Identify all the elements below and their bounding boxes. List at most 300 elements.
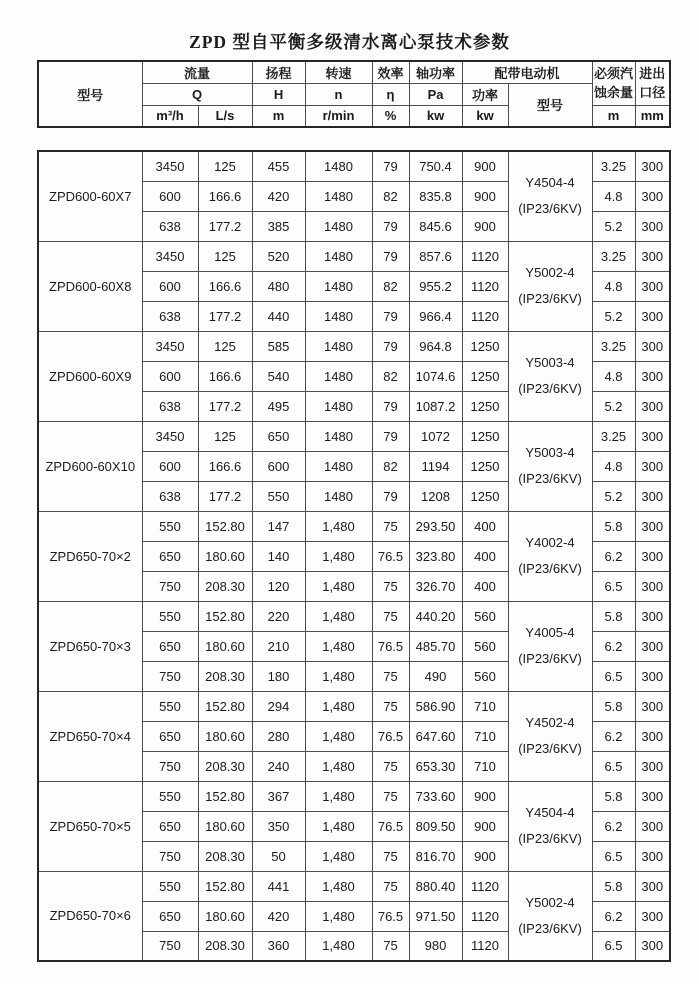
motor-model: Y4005-4 — [525, 625, 575, 640]
cell: 710 — [462, 751, 508, 781]
motor-model: Y4504-4 — [525, 175, 575, 191]
cell: 4.8 — [592, 451, 635, 481]
cell: 1480 — [305, 241, 372, 271]
cell: 180.60 — [198, 721, 252, 751]
cell: 560 — [462, 601, 508, 631]
cell: 400 — [462, 541, 508, 571]
cell: 1480 — [305, 391, 372, 421]
unit-npsh: m — [592, 105, 635, 127]
motor-model: Y5002-4 — [525, 265, 575, 280]
cell: 1120 — [462, 871, 508, 901]
pump-model: ZPD650-70×5 — [38, 781, 142, 871]
cell: 75 — [372, 661, 409, 691]
cell: 900 — [462, 811, 508, 841]
cell: 152.80 — [198, 511, 252, 541]
cell: 809.50 — [409, 811, 462, 841]
pump-model: ZPD600-60X10 — [38, 421, 142, 511]
cell: 835.8 — [409, 181, 462, 211]
cell: 177.2 — [198, 481, 252, 511]
symbol-flow: Q — [142, 83, 252, 105]
cell: 300 — [635, 841, 670, 871]
cell: 367 — [252, 781, 305, 811]
motor-model-cell — [508, 871, 592, 961]
cell: 3450 — [142, 421, 198, 451]
cell: 75 — [372, 691, 409, 721]
cell: 1250 — [462, 481, 508, 511]
cell: 152.80 — [198, 781, 252, 811]
cell: 710 — [462, 691, 508, 721]
cell: 76.5 — [372, 541, 409, 571]
table-row — [38, 421, 670, 451]
cell: 79 — [372, 391, 409, 421]
cell: 750.4 — [409, 151, 462, 181]
motor-protection: (IP23/6KV) — [518, 561, 582, 576]
cell: 971.50 — [409, 901, 462, 931]
cell: 79 — [372, 211, 409, 241]
cell: 638 — [142, 211, 198, 241]
cell: 82 — [372, 361, 409, 391]
cell: 1480 — [305, 331, 372, 361]
cell: 180.60 — [198, 631, 252, 661]
cell: 1480 — [305, 301, 372, 331]
cell: 6.2 — [592, 721, 635, 751]
cell: 4.8 — [592, 271, 635, 301]
symbol-shaft-power: Pa — [409, 83, 462, 105]
cell: 166.6 — [198, 271, 252, 301]
cell: 4.8 — [592, 181, 635, 211]
cell: 3.25 — [592, 331, 635, 361]
cell: 520 — [252, 241, 305, 271]
cell: 208.30 — [198, 931, 252, 961]
cell: 300 — [635, 751, 670, 781]
cell: 5.8 — [592, 511, 635, 541]
cell: 650 — [142, 811, 198, 841]
motor-protection: (IP23/6KV) — [518, 381, 582, 396]
cell: 166.6 — [198, 181, 252, 211]
cell: 1120 — [462, 271, 508, 301]
cell: 600 — [142, 181, 198, 211]
cell: 300 — [635, 301, 670, 331]
cell: 1480 — [305, 361, 372, 391]
cell: 300 — [635, 661, 670, 691]
unit-head: m — [252, 105, 305, 127]
cell: 166.6 — [198, 451, 252, 481]
cell: 420 — [252, 901, 305, 931]
col-header-pump-model: 型号 — [38, 61, 142, 127]
cell: 550 — [142, 781, 198, 811]
cell: 1074.6 — [409, 361, 462, 391]
cell: 650 — [142, 901, 198, 931]
cell: 638 — [142, 301, 198, 331]
cell: 900 — [462, 151, 508, 181]
cell: 180.60 — [198, 901, 252, 931]
cell: 280 — [252, 721, 305, 751]
cell: 1480 — [305, 451, 372, 481]
cell: 3450 — [142, 151, 198, 181]
unit-motor-power: kw — [462, 105, 508, 127]
pump-model: ZPD600-60X9 — [38, 331, 142, 421]
cell: 1120 — [462, 901, 508, 931]
cell: 586.90 — [409, 691, 462, 721]
motor-model-cell — [508, 781, 592, 871]
cell: 300 — [635, 691, 670, 721]
cell: 1,480 — [305, 511, 372, 541]
cell: 300 — [635, 631, 670, 661]
table-row — [38, 691, 670, 721]
cell: 208.30 — [198, 571, 252, 601]
cell: 6.2 — [592, 901, 635, 931]
cell: 120 — [252, 571, 305, 601]
cell: 3.25 — [592, 151, 635, 181]
cell: 208.30 — [198, 661, 252, 691]
cell: 400 — [462, 571, 508, 601]
motor-model-cell — [508, 421, 592, 511]
pump-model: ZPD650-70×2 — [38, 511, 142, 601]
cell: 540 — [252, 361, 305, 391]
cell: 5.8 — [592, 691, 635, 721]
cell: 1,480 — [305, 871, 372, 901]
cell: 980 — [409, 931, 462, 961]
pump-model: ZPD600-60X7 — [38, 151, 142, 241]
cell: 79 — [372, 241, 409, 271]
motor-protection: (IP23/6KV) — [518, 291, 582, 306]
cell: 1480 — [305, 271, 372, 301]
cell: 79 — [372, 151, 409, 181]
cell: 300 — [635, 331, 670, 361]
motor-model: Y5002-4 — [525, 894, 575, 910]
motor-model: Y4002-4 — [525, 535, 575, 550]
cell: 6.2 — [592, 811, 635, 841]
cell: 300 — [635, 721, 670, 751]
cell: 300 — [635, 781, 670, 811]
cell: 750 — [142, 661, 198, 691]
cell: 650 — [142, 721, 198, 751]
cell: 455 — [252, 151, 305, 181]
motor-model-cell — [508, 691, 592, 781]
cell: 76.5 — [372, 631, 409, 661]
cell: 638 — [142, 391, 198, 421]
cell: 180 — [252, 661, 305, 691]
motor-protection: (IP23/6KV) — [518, 201, 582, 217]
cell: 900 — [462, 181, 508, 211]
unit-speed: r/min — [305, 105, 372, 127]
cell: 6.5 — [592, 571, 635, 601]
motor-model-cell — [508, 151, 592, 241]
cell: 300 — [635, 241, 670, 271]
pump-model: ZPD650-70×4 — [38, 691, 142, 781]
cell: 1250 — [462, 421, 508, 451]
cell: 1250 — [462, 331, 508, 361]
unit-shaft-power: kw — [409, 105, 462, 127]
cell: 550 — [142, 691, 198, 721]
cell: 1072 — [409, 421, 462, 451]
cell: 300 — [635, 181, 670, 211]
cell: 385 — [252, 211, 305, 241]
pump-model: ZPD600-60X8 — [38, 241, 142, 331]
motor-protection: (IP23/6KV) — [518, 471, 582, 486]
cell: 82 — [372, 181, 409, 211]
cell: 177.2 — [198, 211, 252, 241]
cell: 6.2 — [592, 541, 635, 571]
symbol-efficiency: η — [372, 83, 409, 105]
motor-model-cell — [508, 511, 592, 601]
cell: 300 — [635, 931, 670, 961]
cell: 6.5 — [592, 931, 635, 961]
col-header-head: 扬程 — [252, 61, 305, 83]
cell: 240 — [252, 751, 305, 781]
cell: 76.5 — [372, 811, 409, 841]
header-row-1 — [38, 61, 670, 83]
cell: 300 — [635, 151, 670, 181]
cell: 125 — [198, 421, 252, 451]
cell: 1250 — [462, 361, 508, 391]
cell: 75 — [372, 571, 409, 601]
col-header-motor-power: 功率 — [462, 83, 508, 105]
cell: 300 — [635, 571, 670, 601]
cell: 152.80 — [198, 691, 252, 721]
cell: 300 — [635, 391, 670, 421]
cell: 638 — [142, 481, 198, 511]
cell: 600 — [142, 271, 198, 301]
motor-model: Y4502-4 — [525, 715, 575, 730]
table-row — [38, 781, 670, 811]
cell: 1120 — [462, 931, 508, 961]
motor-model-cell — [508, 241, 592, 331]
cell: 6.5 — [592, 841, 635, 871]
cell: 326.70 — [409, 571, 462, 601]
cell: 5.2 — [592, 391, 635, 421]
cell: 900 — [462, 211, 508, 241]
cell: 1,480 — [305, 781, 372, 811]
cell: 1,480 — [305, 901, 372, 931]
cell: 441 — [252, 871, 305, 901]
cell: 82 — [372, 451, 409, 481]
table-row — [38, 331, 670, 361]
cell: 300 — [635, 511, 670, 541]
cell: 79 — [372, 331, 409, 361]
cell: 220 — [252, 601, 305, 631]
cell: 1194 — [409, 451, 462, 481]
pump-model: ZPD650-70×3 — [38, 601, 142, 691]
cell: 75 — [372, 781, 409, 811]
cell: 955.2 — [409, 271, 462, 301]
cell: 152.80 — [198, 601, 252, 631]
cell: 177.2 — [198, 301, 252, 331]
header-table — [37, 60, 671, 128]
cell: 3.25 — [592, 241, 635, 271]
cell: 210 — [252, 631, 305, 661]
unit-flow-ls: L/s — [198, 105, 252, 127]
cell: 440.20 — [409, 601, 462, 631]
cell: 1120 — [462, 301, 508, 331]
pump-model: ZPD650-70×6 — [38, 871, 142, 961]
motor-protection: (IP23/6KV) — [518, 831, 582, 846]
motor-model-cell — [508, 331, 592, 421]
cell: 1,480 — [305, 541, 372, 571]
cell: 1,480 — [305, 631, 372, 661]
cell: 653.30 — [409, 751, 462, 781]
unit-efficiency: % — [372, 105, 409, 127]
cell: 1,480 — [305, 571, 372, 601]
cell: 5.2 — [592, 301, 635, 331]
cell: 485.70 — [409, 631, 462, 661]
cell: 75 — [372, 931, 409, 961]
cell: 750 — [142, 841, 198, 871]
col-header-port — [635, 61, 670, 105]
col-header-motor: 配带电动机 — [462, 61, 592, 83]
cell: 177.2 — [198, 391, 252, 421]
cell: 75 — [372, 871, 409, 901]
table-row — [38, 601, 670, 631]
cell: 76.5 — [372, 721, 409, 751]
cell: 1250 — [462, 451, 508, 481]
cell: 495 — [252, 391, 305, 421]
cell: 1480 — [305, 151, 372, 181]
cell: 300 — [635, 271, 670, 301]
table-row — [38, 511, 670, 541]
cell: 550 — [142, 601, 198, 631]
cell: 79 — [372, 481, 409, 511]
cell: 300 — [635, 541, 670, 571]
cell: 180.60 — [198, 541, 252, 571]
cell: 147 — [252, 511, 305, 541]
motor-model: Y5003-4 — [525, 445, 575, 460]
cell: 480 — [252, 271, 305, 301]
cell: 300 — [635, 901, 670, 931]
cell: 300 — [635, 451, 670, 481]
cell: 1,480 — [305, 841, 372, 871]
cell: 420 — [252, 181, 305, 211]
cell: 600 — [142, 361, 198, 391]
unit-port: mm — [635, 105, 670, 127]
cell: 550 — [142, 511, 198, 541]
port-label-line1: 进出 — [639, 66, 666, 82]
cell: 3450 — [142, 241, 198, 271]
cell: 300 — [635, 421, 670, 451]
cell: 1,480 — [305, 601, 372, 631]
cell: 125 — [198, 331, 252, 361]
cell: 75 — [372, 511, 409, 541]
cell: 152.80 — [198, 871, 252, 901]
cell: 323.80 — [409, 541, 462, 571]
col-header-efficiency: 效率 — [372, 61, 409, 83]
cell: 1480 — [305, 481, 372, 511]
motor-model: Y4504-4 — [525, 805, 575, 820]
unit-flow-m3h: m³/h — [142, 105, 198, 127]
cell: 5.8 — [592, 601, 635, 631]
cell: 75 — [372, 751, 409, 781]
table-row — [38, 241, 670, 271]
col-header-npsh — [592, 61, 635, 105]
cell: 1208 — [409, 481, 462, 511]
cell: 900 — [462, 841, 508, 871]
cell: 1120 — [462, 241, 508, 271]
cell: 750 — [142, 931, 198, 961]
cell: 5.2 — [592, 211, 635, 241]
cell: 750 — [142, 571, 198, 601]
cell: 75 — [372, 601, 409, 631]
cell: 3450 — [142, 331, 198, 361]
cell: 125 — [198, 241, 252, 271]
cell: 293.50 — [409, 511, 462, 541]
cell: 350 — [252, 811, 305, 841]
cell: 208.30 — [198, 751, 252, 781]
cell: 82 — [372, 271, 409, 301]
cell: 1,480 — [305, 811, 372, 841]
cell: 733.60 — [409, 781, 462, 811]
cell: 1480 — [305, 181, 372, 211]
cell: 79 — [372, 421, 409, 451]
cell: 1,480 — [305, 661, 372, 691]
cell: 294 — [252, 691, 305, 721]
cell: 1087.2 — [409, 391, 462, 421]
cell: 650 — [252, 421, 305, 451]
cell: 5.8 — [592, 781, 635, 811]
cell: 180.60 — [198, 811, 252, 841]
cell: 3.25 — [592, 421, 635, 451]
cell: 710 — [462, 721, 508, 751]
cell: 300 — [635, 211, 670, 241]
motor-protection: (IP23/6KV) — [518, 741, 582, 756]
motor-protection: (IP23/6KV) — [518, 920, 582, 936]
table-row — [38, 151, 670, 181]
cell: 816.70 — [409, 841, 462, 871]
cell: 880.40 — [409, 871, 462, 901]
cell: 440 — [252, 301, 305, 331]
npsh-label-line2: 蚀余量 — [594, 85, 634, 101]
cell: 560 — [462, 631, 508, 661]
cell: 750 — [142, 751, 198, 781]
cell: 900 — [462, 781, 508, 811]
cell: 857.6 — [409, 241, 462, 271]
symbol-head: H — [252, 83, 305, 105]
cell: 6.2 — [592, 631, 635, 661]
cell: 300 — [635, 811, 670, 841]
cell: 600 — [142, 451, 198, 481]
cell: 966.4 — [409, 301, 462, 331]
data-table — [37, 150, 671, 962]
cell: 1250 — [462, 391, 508, 421]
cell: 650 — [142, 631, 198, 661]
cell: 600 — [252, 451, 305, 481]
cell: 166.6 — [198, 361, 252, 391]
cell: 650 — [142, 541, 198, 571]
cell: 647.60 — [409, 721, 462, 751]
cell: 140 — [252, 541, 305, 571]
cell: 490 — [409, 661, 462, 691]
cell: 300 — [635, 601, 670, 631]
cell: 360 — [252, 931, 305, 961]
cell: 208.30 — [198, 841, 252, 871]
cell: 50 — [252, 841, 305, 871]
col-header-shaft-power: 轴功率 — [409, 61, 462, 83]
cell: 6.5 — [592, 661, 635, 691]
cell: 1,480 — [305, 931, 372, 961]
motor-protection: (IP23/6KV) — [518, 651, 582, 666]
cell: 300 — [635, 361, 670, 391]
table-row — [38, 871, 670, 901]
col-header-speed: 转速 — [305, 61, 372, 83]
port-label-line2: 口径 — [639, 85, 666, 101]
cell: 400 — [462, 511, 508, 541]
cell: 125 — [198, 151, 252, 181]
symbol-speed: n — [305, 83, 372, 105]
page-title: ZPD 型自平衡多级清水离心泵技术参数 — [189, 32, 510, 52]
cell: 550 — [142, 871, 198, 901]
cell: 1480 — [305, 421, 372, 451]
cell: 560 — [462, 661, 508, 691]
cell: 4.8 — [592, 361, 635, 391]
